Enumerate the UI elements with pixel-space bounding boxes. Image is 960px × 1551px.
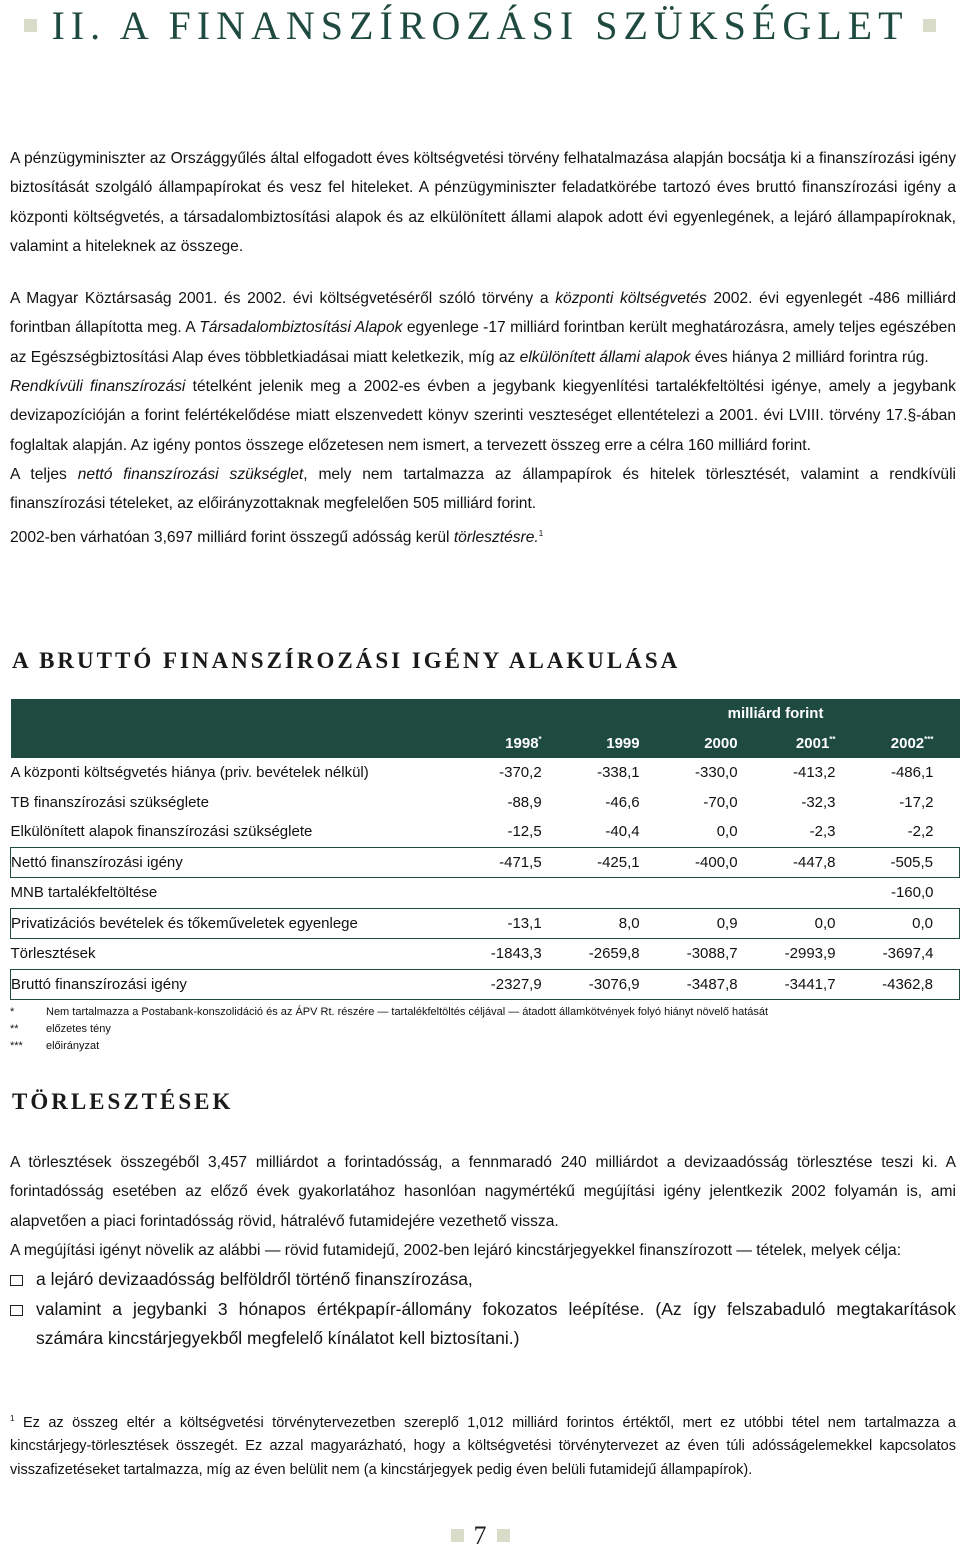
torlesztes-list (10, 1265, 956, 1354)
cell (470, 878, 568, 909)
list-item: valamint a jegybanki 3 hónapos értékpapír-állomány fokozatos leépítése. (Az így felszabaduló megtakarítások számára kincstárjegyekből megfelelő kínálatot kell biztosítani.) (10, 1295, 956, 1354)
row-label: Törlesztések (10, 945, 96, 963)
cell: -12,5 (507, 823, 542, 841)
cell: -32,3 (801, 793, 836, 811)
row-label: Bruttó finanszírozási igény (11, 969, 470, 1000)
cell: -2,3 (809, 823, 836, 841)
table-note: ** előzetes tény (10, 1023, 111, 1035)
page-title (0, 2, 960, 49)
decor-square-icon (24, 19, 37, 32)
cell: -3088,7 (686, 945, 738, 963)
table-note: *** előirányzat (10, 1040, 100, 1052)
torlesztes-paragraph-2: A megújítási igényt növelik az alábbi — rövid futamidejű, 2002-ben lejáró kincstárjegyekkel finanszírozott — tételek, melyek célja: (10, 1241, 902, 1259)
intro-paragraph-5: 2002-ben várhatóan 3,697 milliárd forint összegű adósság kerül törlesztésre.$^1$ (10, 528, 544, 546)
table-notes (10, 1004, 768, 1055)
table-row (11, 908, 960, 939)
finance-table (10, 699, 960, 1000)
cell: -425,1 (568, 847, 666, 878)
table-year-header: 2001** (764, 729, 862, 759)
bullet-square-icon (10, 1275, 23, 1286)
cell: -2993,9 (784, 945, 836, 963)
cell: 8,0 (568, 908, 666, 939)
cell: -88,9 (507, 793, 542, 811)
cell: -3697,4 (882, 945, 934, 963)
cell: 0,0 (764, 908, 862, 939)
table-row (11, 847, 960, 878)
torlesztes-paragraph-1: A törlesztések összegéből 3,457 milliárdot a forintadósság, a fennmaradó 240 milliárdot a devizaadósság törlesztése teszi ki. A forintadósság esetében az előző évek gyakorlatához hasonlóan nagymértékű megújítási igény jelentkezik 2002 folyamán is, ami alapvetően a piaci forintadósság rövid, hátralévő futamidejére vezethető vissza. (10, 1154, 956, 1230)
cell: -413,2 (792, 764, 836, 782)
table-header-unit-row (11, 699, 960, 729)
bullet-square-icon (10, 1305, 23, 1316)
row-label: Nettó finanszírozási igény (11, 847, 470, 878)
intro-paragraph-1: A pénzügyminiszter az Országgyűlés által elfogadott éves költségvetési törvény felhatalmazása alapján bocsátja ki a finanszírozási igény biztosítását szolgáló állampapírokat és vesz fel hiteleket. A pénzügyminiszter feladatkörébe tartozó éves bruttó finanszírozási igény a központi költségvetés, a társadalombiztosítási alapok és az elkülönített állami alapok adott évi egyenlegének, a lejáró állampapíroknak, valamint a hiteleknek az összege. (10, 150, 956, 255)
cell: -330,0 (695, 764, 738, 782)
cell: 0,0 (862, 908, 960, 939)
cell: -13,1 (470, 908, 568, 939)
row-label: TB finanszírozási szükséglete (10, 793, 209, 811)
cell: 0,9 (666, 908, 764, 939)
table-row (11, 817, 960, 847)
decor-square-icon (451, 1529, 464, 1542)
cell: -1843,3 (490, 945, 542, 963)
cell: -3441,7 (764, 969, 862, 1000)
decor-square-icon (497, 1529, 510, 1542)
list-item: a lejáró devizaadósság belföldről történő finanszírozása, (10, 1265, 956, 1295)
intro-text (10, 144, 956, 552)
footnote (10, 1407, 956, 1482)
intro-paragraph-3: Rendkívüli finanszírozási tételként jelenik meg a 2002-es évben a jegybank kiegyenlítési tartalékfeltöltési igénye, amely a jegybank devizapozícióján a forint felértékelődése miatt elszenvedett könyv szerinti veszteséget ellentételezi a 2001. évi LVIII. törvény 17.§-ában foglaltak alapján. Az igény pontos összege előzetesen nem ismert, a tervezett összeg erre a célra 160 milliárd forint. (10, 378, 956, 454)
cell: -4362,8 (862, 969, 960, 1000)
cell: -70,0 (703, 793, 738, 811)
table-row (11, 758, 960, 788)
page-number (0, 1521, 960, 1551)
row-label: Privatizációs bevételek és tőkeműveletek egyenlege (11, 908, 470, 939)
page-title-text: II. A FINANSZÍROZÁSI SZÜKSÉGLET (51, 3, 909, 48)
cell: 0,0 (716, 823, 738, 841)
row-label: A központi költségvetés hiánya (priv. bevételek nélkül) (10, 764, 369, 782)
table-year-header: 1999 (568, 729, 666, 759)
cell: -447,8 (764, 847, 862, 878)
cell: -46,6 (605, 793, 640, 811)
table-year-header: 2002*** (862, 729, 960, 759)
page-number-text: 7 (473, 1521, 487, 1550)
table-row (11, 878, 960, 909)
section-heading-brutto: A BRUTTÓ FINANSZÍROZÁSI IGÉNY ALAKULÁSA (12, 648, 681, 673)
table-unit-label: milliárd forint (666, 699, 960, 729)
cell: -505,5 (862, 847, 960, 878)
footnote-text: Ez az összeg eltér a költségvetési törvénytervezetben szereplő 1,012 milliárd forintos értéktől, mert ez utóbbi tétel nem tartalmazza a kincstárjegy-törlesztések összegét. Ez azzal magyarázható, hogy a költségvetési törvénytervezet az éven túli adósságelemekkel kapcsolatos visszafizetéseket tartalmazza, míg az éven belülit nem (a kincstárjegyek pedig éven belüli futamidejű állampapírok). (10, 1414, 956, 1478)
cell: -160,0 (890, 884, 934, 902)
table-header-years-row (11, 729, 960, 759)
intro-paragraph-4: A teljes nettó finanszírozási szükséglet, mely nem tartalmazza az állampapírok és hitelek törlesztését, valamint a rendkívüli finanszírozási tételeket, az előirányzottaknak megfelelően 505 milliárd forint. (10, 465, 957, 513)
table-note: * Nem tartalmazza a Postabank-konszolidáció és az ÁPV Rt. részére — tartalékfeltöltés céljával — átadott államkötvények folyó hiányt növelő hatását (10, 1006, 769, 1018)
torlesztes-text (10, 1148, 956, 1354)
table-year-header: 2000 (666, 729, 764, 759)
section-heading-torlesztesek: TÖRLESZTÉSEK (12, 1089, 234, 1114)
cell: -3076,9 (568, 969, 666, 1000)
footnote-mark: 1 (10, 1414, 15, 1423)
cell: -370,2 (499, 764, 542, 782)
table-row (11, 788, 960, 818)
cell: -2659,8 (588, 945, 640, 963)
row-label: Elkülönített alapok finanszírozási szükséglete (10, 823, 313, 841)
table-year-header: 1998* (470, 729, 568, 759)
cell: -486,1 (890, 764, 934, 782)
table-row (11, 939, 960, 970)
cell: -2,2 (907, 823, 934, 841)
cell (666, 878, 764, 909)
cell: -471,5 (470, 847, 568, 878)
cell: -2327,9 (470, 969, 568, 1000)
decor-square-icon (923, 19, 936, 32)
row-label: MNB tartalékfeltöltése (10, 884, 158, 902)
cell: -3487,8 (666, 969, 764, 1000)
cell (568, 878, 666, 909)
cell: -400,0 (666, 847, 764, 878)
cell (764, 878, 862, 909)
cell: -40,4 (605, 823, 640, 841)
cell: -338,1 (597, 764, 640, 782)
cell: -17,2 (899, 793, 934, 811)
intro-paragraph-2: A Magyar Köztársaság 2001. és 2002. évi költségvetéséről szóló törvény a központi költségvetés 2002. évi egyenlegét -486 milliárd forintban állapította meg. A Társadalombiztosítási Alapok egyenlege -17 milliárd forintban került meghatározásra, amely teljes egészében az Egészségbiztosítási Alap éves többletkiadásai miatt keletkezik, míg az elkülönített állami alapok éves hiánya 2 milliárd forintra rúg. (10, 290, 957, 366)
table-row (11, 969, 960, 1000)
